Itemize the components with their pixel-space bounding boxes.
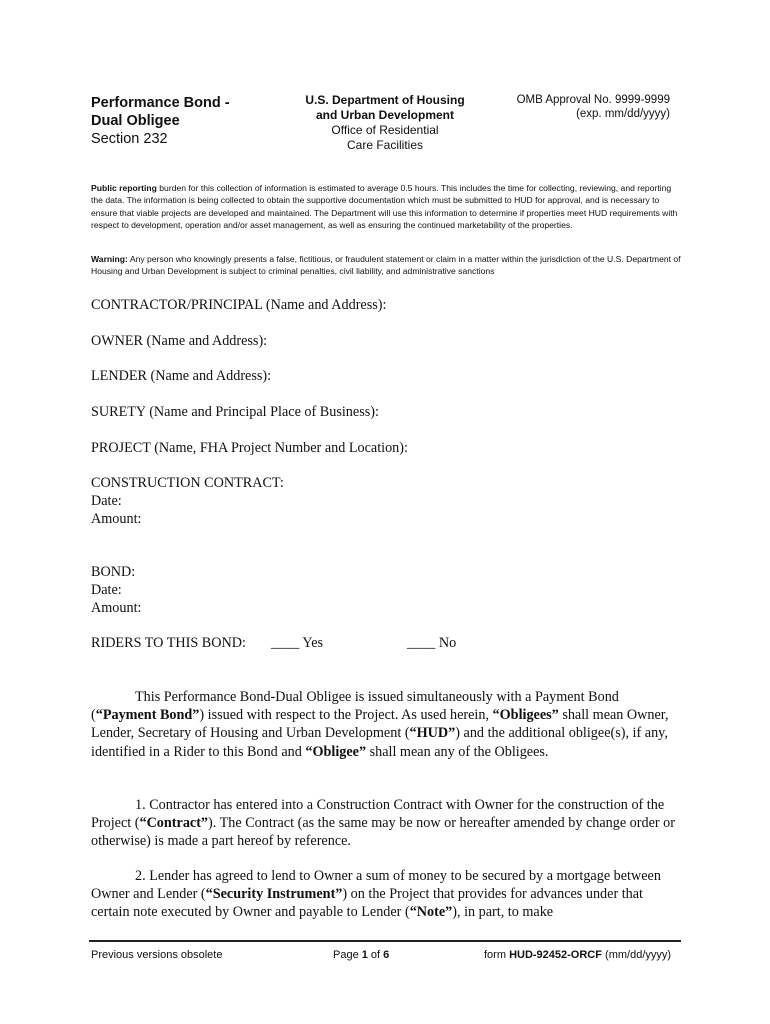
contract-amount-label: Amount: [91,511,142,527]
agency-block [290,93,480,153]
p1-text-g: ) and the additional obligee(s), if any, identified in a Rider to this Bond and [91,725,668,760]
document-title-block [91,94,291,148]
p3-term-security-instrument: “Security Instrument” [205,886,343,903]
paragraph-1 [91,796,681,851]
footer-form-id [484,948,671,962]
p2-text-c: ). The Contract (as the same may be now or hereafter amended by change order or otherwise) is made a part hereof by reference. [91,815,675,850]
document-title: Performance Bond - [91,95,230,111]
riders-label: RIDERS TO THIS BOND: [91,635,246,651]
p2-text-a: 1. Contractor has entered into a Construction Contract with Owner for the construction of the Project ( [91,797,665,832]
footer-page-number [333,948,389,962]
surety-field [91,403,379,421]
omb-approval-number: OMB Approval No. 9999-9999 [516,94,670,106]
p1-text-i: shall mean any of the Obligees. [366,743,549,760]
document-subtitle: Dual Obligee [91,113,180,129]
omb-expiration: (exp. mm/dd/yyyy) [576,108,670,120]
lender-field [91,367,271,385]
construction-contract-field [91,474,284,528]
bond-amount-label: Amount: [91,600,142,616]
page-total: 6 [383,949,390,961]
footer-divider [89,940,681,942]
p1-term-obligees: “Obligees” [492,707,559,724]
form-date: (mm/dd/yyyy) [601,949,672,961]
public-reporting-notice [91,182,681,231]
p3-term-note: “Note” [409,904,453,921]
page-prefix: Page [333,949,362,961]
form-prefix: form [484,949,510,961]
paragraph-2 [91,867,681,922]
document-section: Section 232 [91,131,168,147]
agency-office-line2: Care Facilities [346,138,424,152]
warning-notice [91,253,681,278]
contract-date-label: Date: [91,493,122,509]
p1-term-obligee: “Obligee” [305,743,367,760]
p2-term-contract: “Contract” [139,815,209,832]
p1-term-hud: “HUD” [409,725,456,742]
riders-field [91,634,491,652]
construction-contract-label: CONSTRUCTION CONTRACT: [91,475,284,491]
owner-field [91,332,267,350]
footer-previous-versions: Previous versions obsolete [91,949,223,961]
lender-label: LENDER (Name and Address): [91,368,272,384]
p1-text-c: ) issued with respect to the Project. As used herein, [199,707,493,724]
riders-yes-option[interactable]: ____ Yes [271,635,324,651]
agency-name-line1: U.S. Department of Housing [305,93,465,107]
riders-no-option[interactable]: ____ No [407,635,457,651]
p3-text-c: ) on the Project that provides for advances under that certain note executed by Owner and payable to Lender ( [91,886,643,921]
page-current: 1 [361,949,368,961]
public-reporting-label: Public reporting [91,183,157,193]
surety-label: SURETY (Name and Principal Place of Business): [91,404,379,420]
contractor-field [91,296,386,314]
p3-text-a: 2. Lender has agreed to lend to Owner a sum of money to be secured by a mortgage between Owner and Lender ( [91,868,661,903]
warning-text: Any person who knowingly presents a false, fictitious, or fraudulent statement or claim in a matter within the jurisdiction of the U.S. Department of Housing and Urban Development is subject to criminal penalties, civil liability, and administrative sanctions [91,254,681,277]
contractor-label: CONTRACTOR/PRINCIPAL (Name and Address): [91,297,387,313]
owner-label: OWNER (Name and Address): [91,333,268,349]
project-field [91,439,408,457]
p1-text-a: This Performance Bond-Dual Obligee is issued simultaneously with a Payment Bond ( [91,689,619,724]
omb-approval-block [480,93,670,121]
agency-office-line1: Office of Residential [331,123,439,137]
bond-label: BOND: [91,564,136,580]
p3-text-e: ), in part, to make [452,904,554,921]
bond-field [91,563,141,617]
project-label: PROJECT (Name, FHA Project Number and Location): [91,440,408,456]
paragraph-intro [91,688,681,761]
page-of: of [367,949,384,961]
public-reporting-text: burden for this collection of information is estimated to average 0.5 hours. This includes the time for collecting, reviewing, and reporting the data. The information is being collected to obtain the supportive documentation which must be submitted to HUD for approval, and is necessary to ensure that viable projects are developed and maintained. The Department will use this information to determine if properties meet HUD requirements with respect to development, operation and/or asset management, as well as ensuring the continued marketability of the properties. [91,183,678,230]
warning-label: Warning: [91,254,128,264]
form-number: HUD-92452-ORCF [509,949,602,961]
agency-name-line2: and Urban Development [315,108,455,122]
bond-date-label: Date: [91,582,122,598]
p1-term-payment-bond: “Payment Bond” [95,707,200,724]
p1-text-e: shall mean Owner, Lender, Secretary of Housing and Urban Development ( [91,707,669,742]
